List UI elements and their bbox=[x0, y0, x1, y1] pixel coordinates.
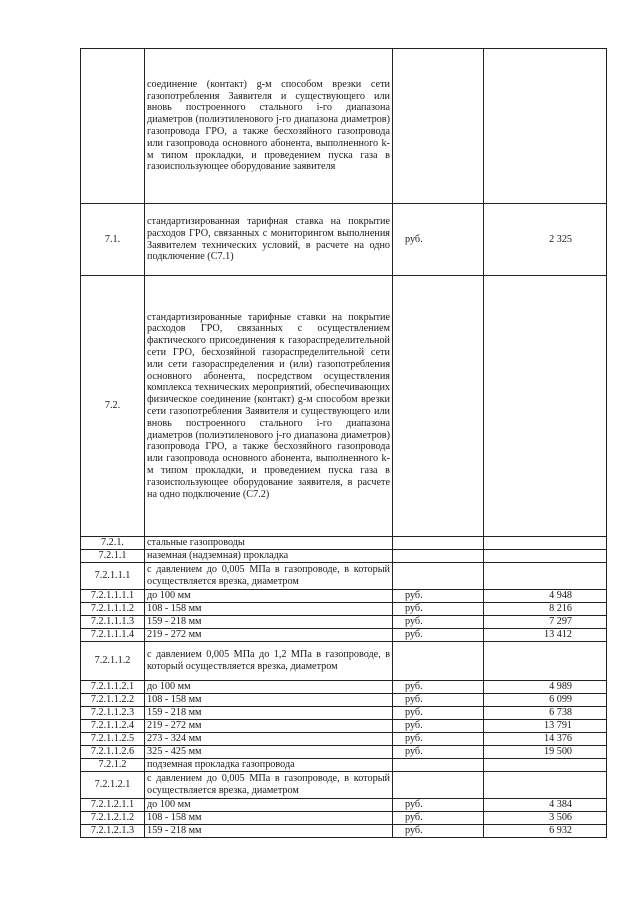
table-row bbox=[81, 799, 607, 812]
row-unit bbox=[393, 550, 484, 563]
row-description: стандартизированные тарифные ставки на покрытие расходов ГРО, связанных с осуществлением фактического присоединения к газораспределительной сети ГРО, бесхозяйной газораспределительной сети или сети газораспределения и (или) газопотребления основного абонента, посредством осуществления комплекса технических мероприятий, обеспечивающих физическое соединение (контакт) g-м способом врезки сети газопотребления Заявителя и существующего или вновь построенного стального i-го диапазона диаметров (полиэтиленового j-го диапазона диаметров) газопровода ГРО, а также бесхозяйного газопровода или газопровода основного абонента, выполненного k-м типом прокладки, и проведением пуска газа в газоиспользующее оборудование заявителя, в расчете на одно подключение (С7.2) bbox=[145, 276, 393, 537]
table-row bbox=[81, 707, 607, 720]
row-value: 19 500 bbox=[484, 746, 607, 759]
row-unit: руб. bbox=[393, 720, 484, 733]
row-number: 7.2.1.1.2.2 bbox=[81, 694, 145, 707]
row-unit bbox=[393, 563, 484, 590]
row-unit: руб. bbox=[393, 733, 484, 746]
row-unit: руб. bbox=[393, 590, 484, 603]
table-row bbox=[81, 759, 607, 772]
row-description: 325 - 425 мм bbox=[145, 746, 393, 759]
table-row bbox=[81, 49, 607, 204]
row-description: 159 - 218 мм bbox=[145, 707, 393, 720]
row-value bbox=[484, 49, 607, 204]
table-row bbox=[81, 720, 607, 733]
row-description: с давлением 0,005 МПа до 1,2 МПа в газопроводе, в который осуществляется врезка, диаметром bbox=[145, 642, 393, 681]
table-row bbox=[81, 772, 607, 799]
row-description: подземная прокладка газопровода bbox=[145, 759, 393, 772]
row-description: до 100 мм bbox=[145, 799, 393, 812]
row-value: 2 325 bbox=[484, 204, 607, 276]
row-unit: руб. bbox=[393, 746, 484, 759]
row-description: 108 - 158 мм bbox=[145, 812, 393, 825]
row-value: 6 932 bbox=[484, 825, 607, 838]
row-number bbox=[81, 49, 145, 204]
row-unit bbox=[393, 759, 484, 772]
row-value bbox=[484, 276, 607, 537]
row-value: 13 412 bbox=[484, 629, 607, 642]
row-value: 4 989 bbox=[484, 681, 607, 694]
row-number: 7.2. bbox=[81, 276, 145, 537]
row-number: 7.2.1.2.1 bbox=[81, 772, 145, 799]
row-number: 7.1. bbox=[81, 204, 145, 276]
row-description: наземная (надземная) прокладка bbox=[145, 550, 393, 563]
row-number: 7.2.1.1.2.5 bbox=[81, 733, 145, 746]
row-unit bbox=[393, 49, 484, 204]
table-row bbox=[81, 537, 607, 550]
row-unit: руб. bbox=[393, 694, 484, 707]
table-row bbox=[81, 746, 607, 759]
row-value bbox=[484, 772, 607, 799]
row-description: 108 - 158 мм bbox=[145, 603, 393, 616]
row-description: до 100 мм bbox=[145, 681, 393, 694]
row-unit bbox=[393, 772, 484, 799]
row-description: 273 - 324 мм bbox=[145, 733, 393, 746]
row-unit: руб. bbox=[393, 681, 484, 694]
table-row bbox=[81, 590, 607, 603]
row-value: 14 376 bbox=[484, 733, 607, 746]
row-number: 7.2.1.1.1 bbox=[81, 563, 145, 590]
row-number: 7.2.1.2.1.2 bbox=[81, 812, 145, 825]
row-value bbox=[484, 759, 607, 772]
row-unit bbox=[393, 276, 484, 537]
row-description: с давлением до 0,005 МПа в газопроводе, в который осуществляется врезка, диаметром bbox=[145, 563, 393, 590]
row-unit: руб. bbox=[393, 707, 484, 720]
row-unit: руб. bbox=[393, 812, 484, 825]
row-value: 7 297 bbox=[484, 616, 607, 629]
row-value bbox=[484, 537, 607, 550]
row-description: соединение (контакт) g-м способом врезки сети газопотребления Заявителя и существующего или вновь построенного стального i-го диапазона диаметров (полиэтиленового j-го диапазона диаметров) газопровода ГРО, а также бесхозяйного газопровода или газопровода основного абонента, выполненного k-м типом прокладки, и проведением пуска газа в газоиспользующее оборудование заявителя bbox=[145, 49, 393, 204]
row-value bbox=[484, 642, 607, 681]
row-description: до 100 мм bbox=[145, 590, 393, 603]
row-number: 7.2.1.1.1.1 bbox=[81, 590, 145, 603]
row-value bbox=[484, 550, 607, 563]
row-unit: руб. bbox=[393, 616, 484, 629]
table-row bbox=[81, 825, 607, 838]
table-row bbox=[81, 276, 607, 537]
table-row bbox=[81, 733, 607, 746]
row-description: 219 - 272 мм bbox=[145, 720, 393, 733]
row-value: 8 216 bbox=[484, 603, 607, 616]
table-row bbox=[81, 550, 607, 563]
row-number: 7.2.1.1.2.1 bbox=[81, 681, 145, 694]
row-description: 159 - 218 мм bbox=[145, 825, 393, 838]
row-value: 6 099 bbox=[484, 694, 607, 707]
tariff-table bbox=[80, 48, 607, 838]
row-value: 4 384 bbox=[484, 799, 607, 812]
table-row bbox=[81, 629, 607, 642]
table-row bbox=[81, 563, 607, 590]
row-value: 6 738 bbox=[484, 707, 607, 720]
row-unit: руб. bbox=[393, 629, 484, 642]
row-value: 4 948 bbox=[484, 590, 607, 603]
table-row bbox=[81, 694, 607, 707]
row-value: 13 791 bbox=[484, 720, 607, 733]
row-number: 7.2.1.1.2.6 bbox=[81, 746, 145, 759]
table-row bbox=[81, 812, 607, 825]
row-unit: руб. bbox=[393, 603, 484, 616]
row-value: 3 506 bbox=[484, 812, 607, 825]
row-description: 219 - 272 мм bbox=[145, 629, 393, 642]
row-number: 7.2.1.1 bbox=[81, 550, 145, 563]
row-number: 7.2.1.1.1.3 bbox=[81, 616, 145, 629]
table-row bbox=[81, 642, 607, 681]
row-unit bbox=[393, 537, 484, 550]
row-number: 7.2.1.1.1.2 bbox=[81, 603, 145, 616]
row-number: 7.2.1.1.2.3 bbox=[81, 707, 145, 720]
row-unit: руб. bbox=[393, 204, 484, 276]
row-number: 7.2.1.2.1.1 bbox=[81, 799, 145, 812]
row-description: стандартизированная тарифная ставка на покрытие расходов ГРО, связанных с мониторингом выполнения Заявителем технических условий, в расчете на одно подключение (С7.1) bbox=[145, 204, 393, 276]
table-row bbox=[81, 603, 607, 616]
row-unit: руб. bbox=[393, 799, 484, 812]
row-description: 159 - 218 мм bbox=[145, 616, 393, 629]
table-row bbox=[81, 681, 607, 694]
row-number: 7.2.1.1.2.4 bbox=[81, 720, 145, 733]
row-number: 7.2.1. bbox=[81, 537, 145, 550]
row-unit: руб. bbox=[393, 825, 484, 838]
table-row bbox=[81, 616, 607, 629]
row-number: 7.2.1.2.1.3 bbox=[81, 825, 145, 838]
row-number: 7.2.1.1.2 bbox=[81, 642, 145, 681]
row-description: 108 - 158 мм bbox=[145, 694, 393, 707]
row-description: стальные газопроводы bbox=[145, 537, 393, 550]
row-number: 7.2.1.2 bbox=[81, 759, 145, 772]
row-value bbox=[484, 563, 607, 590]
table-row bbox=[81, 204, 607, 276]
row-description: с давлением до 0,005 МПа в газопроводе, в который осуществляется врезка, диаметром bbox=[145, 772, 393, 799]
row-number: 7.2.1.1.1.4 bbox=[81, 629, 145, 642]
row-unit bbox=[393, 642, 484, 681]
